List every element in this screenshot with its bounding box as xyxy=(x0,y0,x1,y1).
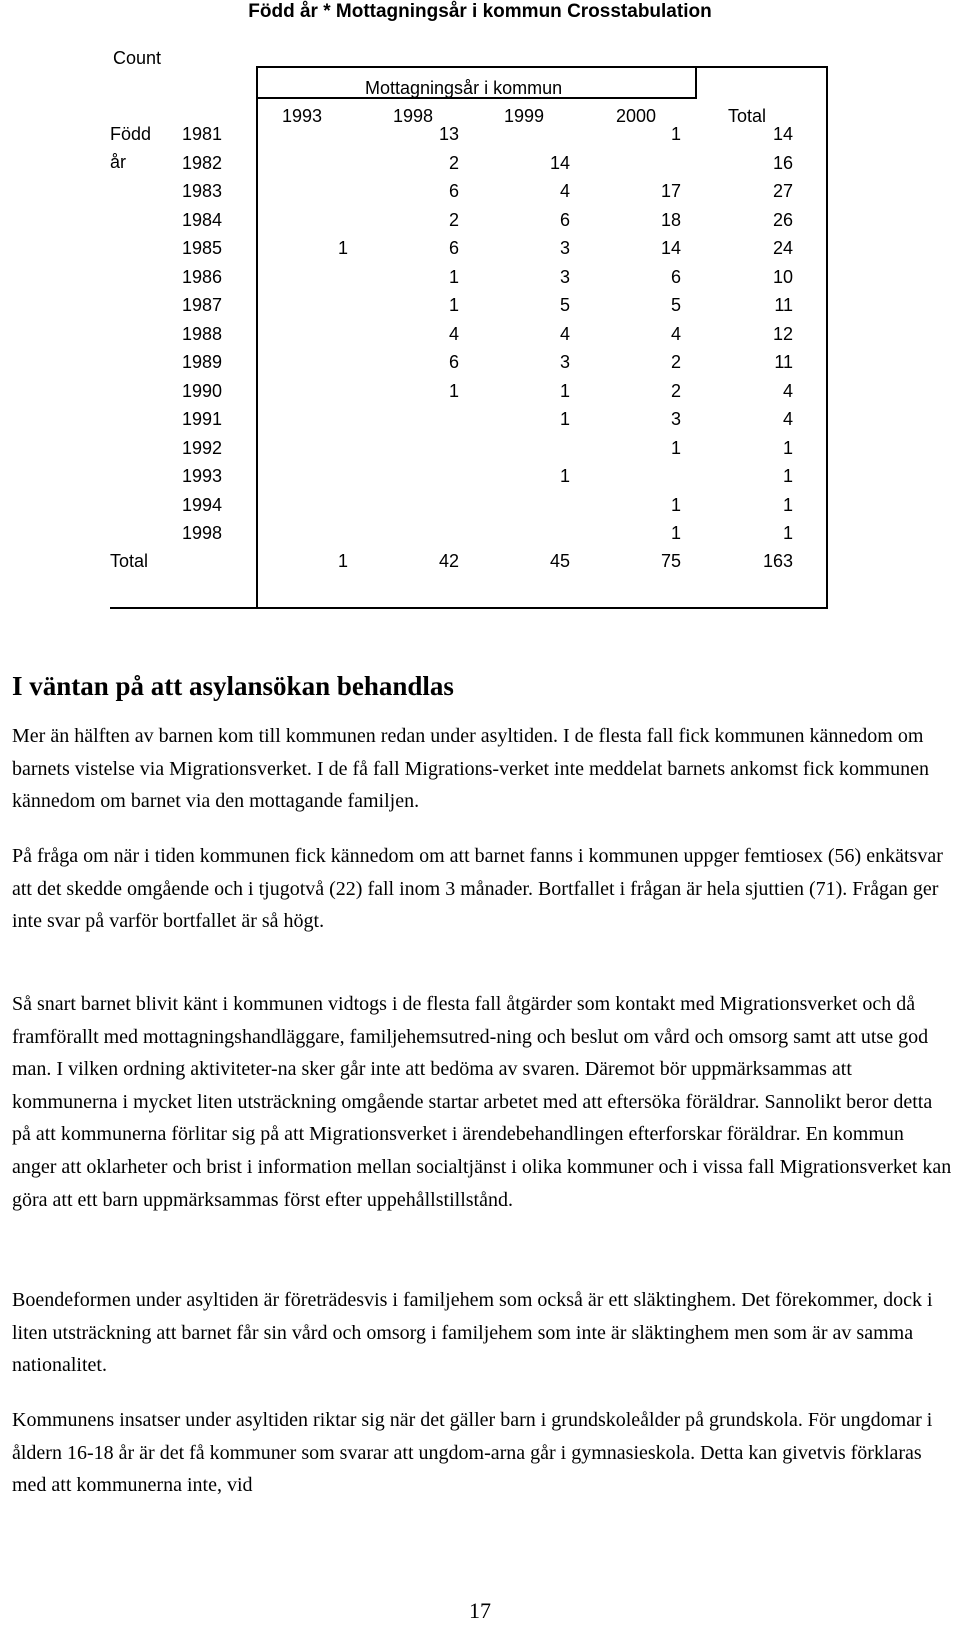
table-cell: 1 xyxy=(782,466,793,486)
column-group-label: Mottagningsår i kommun xyxy=(365,78,563,98)
table-cell: 6 xyxy=(448,181,459,201)
row-year-label: 1993 xyxy=(182,466,223,486)
table-cell: 16 xyxy=(772,152,793,173)
table-border-right xyxy=(826,66,828,609)
row-year-label: 1985 xyxy=(182,238,223,258)
row-year-label: 1982 xyxy=(182,152,223,173)
table-cell: 14 xyxy=(660,238,681,258)
count-label: Count xyxy=(113,48,162,68)
table-cell: 4 xyxy=(782,409,793,429)
table-cell: 1 xyxy=(559,409,570,429)
total-column-divider xyxy=(695,66,697,99)
table-cell: 24 xyxy=(772,238,793,258)
table-cell: 14 xyxy=(549,152,570,173)
table-cell: 4 xyxy=(559,323,570,344)
table-cell: 10 xyxy=(772,266,793,287)
row-year-label: 1984 xyxy=(182,209,223,230)
row-year-label: 1986 xyxy=(182,266,223,287)
table-cell: 1 xyxy=(670,523,681,543)
table-cell: 75 xyxy=(660,551,681,571)
page-number: 17 xyxy=(469,1598,491,1623)
table-border-top xyxy=(256,66,828,68)
row-year-label: 1988 xyxy=(182,323,223,344)
row-year-label: 1998 xyxy=(182,523,223,543)
table-cell: 1 xyxy=(559,380,570,401)
table-cell: 17 xyxy=(660,181,681,201)
table-cell: 2 xyxy=(670,352,681,372)
table-cell: 4 xyxy=(782,380,793,401)
paragraph: Boendeformen under asyltiden är företrädesvis i familjehem som också är ett släktinghem. Det förekommer, dock i liten utsträckning att barnet får sin vård och omsorg i familjehem som inte är släktinghem men som är av samma nationalitet. xyxy=(12,1289,933,1377)
table-cell: 1 xyxy=(337,551,348,571)
table-cell: 3 xyxy=(559,352,570,372)
table-cell: 27 xyxy=(772,181,793,201)
row-year-label: 1994 xyxy=(182,494,223,515)
table-cell: 1 xyxy=(448,380,459,401)
column-header-1993: 1993 xyxy=(281,106,323,126)
table-cell: 4 xyxy=(670,323,681,344)
table-cell: 2 xyxy=(448,209,459,230)
column-header-1998: 1998 xyxy=(392,106,434,126)
column-header-2000: 2000 xyxy=(615,106,657,126)
table-cell: 2 xyxy=(670,380,681,401)
table-cell: 1 xyxy=(559,466,570,486)
table-cell: 4 xyxy=(448,323,459,344)
paragraph: Mer än hälften av barnen kom till kommunen redan under asyltiden. I de flesta fall fick kommunen kännedom om barnets vistelse via Migrationsverket. I de få fall Migrations-verket inte meddelat barnets ankomst fick kommunen kännedom om barnet via den mottagande familjen. xyxy=(12,725,929,813)
table-border-bottom xyxy=(110,607,828,609)
row-year-label: 1990 xyxy=(182,380,223,401)
section-heading: I väntan på att asylansökan behandlas xyxy=(12,671,454,701)
table-cell: 5 xyxy=(559,295,570,315)
table-cell: 6 xyxy=(448,352,459,372)
table-cell: 1 xyxy=(448,266,459,287)
row-year-label: 1983 xyxy=(182,181,223,201)
total-row-label: Total xyxy=(110,551,149,571)
table-cell: 4 xyxy=(559,181,570,201)
table-cell: 3 xyxy=(559,266,570,287)
table-cell: 1 xyxy=(782,494,793,515)
paragraph: Kommunens insatser under asyltiden riktar sig när det gäller barn i grundskoleålder på grundskola. För ungdomar i åldern 16-18 år är det få kommuner som svarar att ungdom-arna går i gymnasieskola. Detta kan givetvis förklaras med att kommunerna inte, vid xyxy=(12,1409,933,1497)
paragraph: Så snart barnet blivit känt i kommunen vidtogs i de flesta fall åtgärder som kontakt med Migrationsverket och då framförallt med mottagningshandläggare, familjehemsutred-ning och beslut om vård och omsorg samt att utse god man. I vilken ordning aktiviteter-na sker går inte att bedöma av svaren. Däremot bör uppmärksammas att kommunerna i mycket liten utsträckning omgående startar arbetet med att eftersöka föräldrar. Sannolikt beror detta på att kommunerna förlitar sig på att Migrationsverket i ärendebehandlingen efterforskar föräldrar. En kommun anger att oklarheter och brist i information mellan socialtjänst i olika kommuner och i vissa fall Migrationsverket kan göra att ett barn uppmärksammas först efter uppehållstillstånd. xyxy=(12,993,952,1211)
row-year-label: 1992 xyxy=(182,437,223,458)
table-cell: 1 xyxy=(782,523,793,543)
row-group-label: år xyxy=(110,152,127,172)
table-cell: 6 xyxy=(448,238,459,258)
table-cell: 45 xyxy=(549,551,570,571)
row-year-label: 1989 xyxy=(182,352,223,372)
table-cell: 1 xyxy=(782,437,793,458)
row-year-label: 1991 xyxy=(182,409,223,429)
table-cell: 6 xyxy=(559,209,570,230)
table-cell: 18 xyxy=(660,209,681,230)
table-cell: 42 xyxy=(438,551,459,571)
table-cell: 3 xyxy=(559,238,570,258)
row-year-label: 1981 xyxy=(182,124,223,144)
table-cell: 11 xyxy=(774,295,793,315)
table-cell: 1 xyxy=(337,238,348,258)
table-cell: 6 xyxy=(670,266,681,287)
table-border-left xyxy=(256,66,258,609)
table-cell: 2 xyxy=(448,152,459,173)
table-title: Född år * Mottagningsår i kommun Crosstabulation xyxy=(248,1,712,22)
table-cell: 1 xyxy=(448,295,459,315)
table-cell: 5 xyxy=(670,295,681,315)
table-cell: 1 xyxy=(670,124,681,144)
column-header-total: Total xyxy=(727,106,767,126)
paragraph: På fråga om när i tiden kommunen fick kännedom om att barnet fanns i kommunen uppger femtiosex (56) enkätsvar att det skedde omgående och i tjugotvå (22) fall inom 3 månader. Bortfallet i frågan är hela sjuttien (71). Frågan ger inte svar på varför bortfallet är så högt. xyxy=(12,845,943,933)
column-header-1999: 1999 xyxy=(503,106,545,126)
table-cell: 1 xyxy=(670,494,681,515)
table-cell: 11 xyxy=(774,352,793,372)
row-group-label: Född xyxy=(110,124,152,144)
row-year-label: 1987 xyxy=(182,295,223,315)
table-cell: 26 xyxy=(772,209,793,230)
table-cell: 13 xyxy=(438,124,459,144)
crosstab-table xyxy=(110,66,828,609)
table-cell: 12 xyxy=(772,323,793,344)
table-cell: 3 xyxy=(670,409,681,429)
table-cell: 14 xyxy=(772,124,793,144)
table-cell: 163 xyxy=(762,551,793,571)
table-cell: 1 xyxy=(670,437,681,458)
